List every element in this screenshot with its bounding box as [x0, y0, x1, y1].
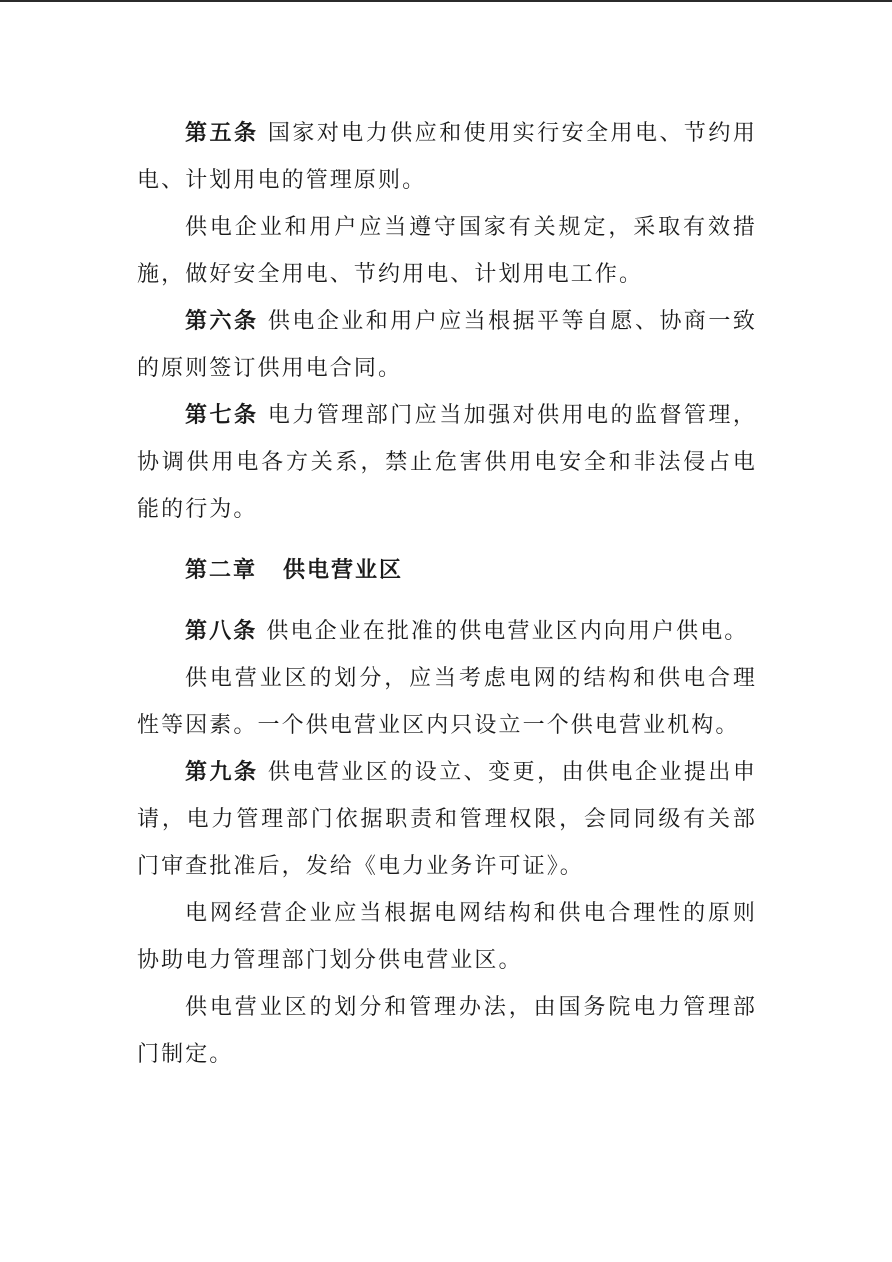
article-lead: 第八条: [185, 618, 258, 644]
article-text: 供电营业区的设立、变更，由供电企业提出申请，电力管理部门依据职责和管理权限，会同同级有关部门审查批准后，发给《电力业务许可证》。: [137, 760, 757, 879]
article-text: 国家对电力供应和使用实行安全用电、节约用电、计划用电的管理原则。: [137, 121, 757, 193]
article-text: 供电企业和用户应当根据平等自愿、协商一致的原则签订供用电合同。: [137, 309, 757, 381]
article-text: 供电企业在批准的供电营业区内向用户供电。: [266, 619, 749, 644]
article-9: [137, 749, 757, 890]
article-text: 电网经营企业应当根据电网结构和供电合理性的原则协助电力管理部门划分供电营业区。: [137, 901, 757, 973]
article-lead: 第九条: [185, 759, 259, 785]
article-text: 供电企业和用户应当遵守国家有关规定，采取有效措施，做好安全用电、节约用电、计划用电工作。: [137, 215, 757, 287]
article-7: [137, 392, 757, 533]
article-5: [137, 110, 757, 204]
article-lead: 第六条: [185, 308, 259, 334]
article-5-paragraph-2: [137, 204, 757, 298]
article-8: [137, 608, 757, 655]
article-6: [137, 298, 757, 392]
chapter-title: 供电营业区: [283, 557, 404, 583]
chapter-number: 第二章: [185, 557, 258, 583]
document-page: [137, 110, 757, 1078]
article-text: 电力管理部门应当加强对供用电的监督管理，协调供用电各方关系，禁止危害供用电安全和非法侵占电能的行为。: [137, 403, 757, 522]
top-border-line: [0, 0, 892, 2]
article-9-paragraph-2: [137, 890, 757, 984]
chapter-heading: [137, 547, 757, 594]
article-9-paragraph-3: [137, 984, 757, 1078]
article-text: 供电营业区的划分和管理办法，由国务院电力管理部门制定。: [137, 995, 757, 1067]
article-text: 供电营业区的划分，应当考虑电网的结构和供电合理性等因素。一个供电营业区内只设立一个供电营业机构。: [137, 666, 757, 738]
article-lead: 第五条: [185, 120, 259, 146]
article-8-paragraph-2: [137, 655, 757, 749]
article-lead: 第七条: [185, 402, 259, 428]
